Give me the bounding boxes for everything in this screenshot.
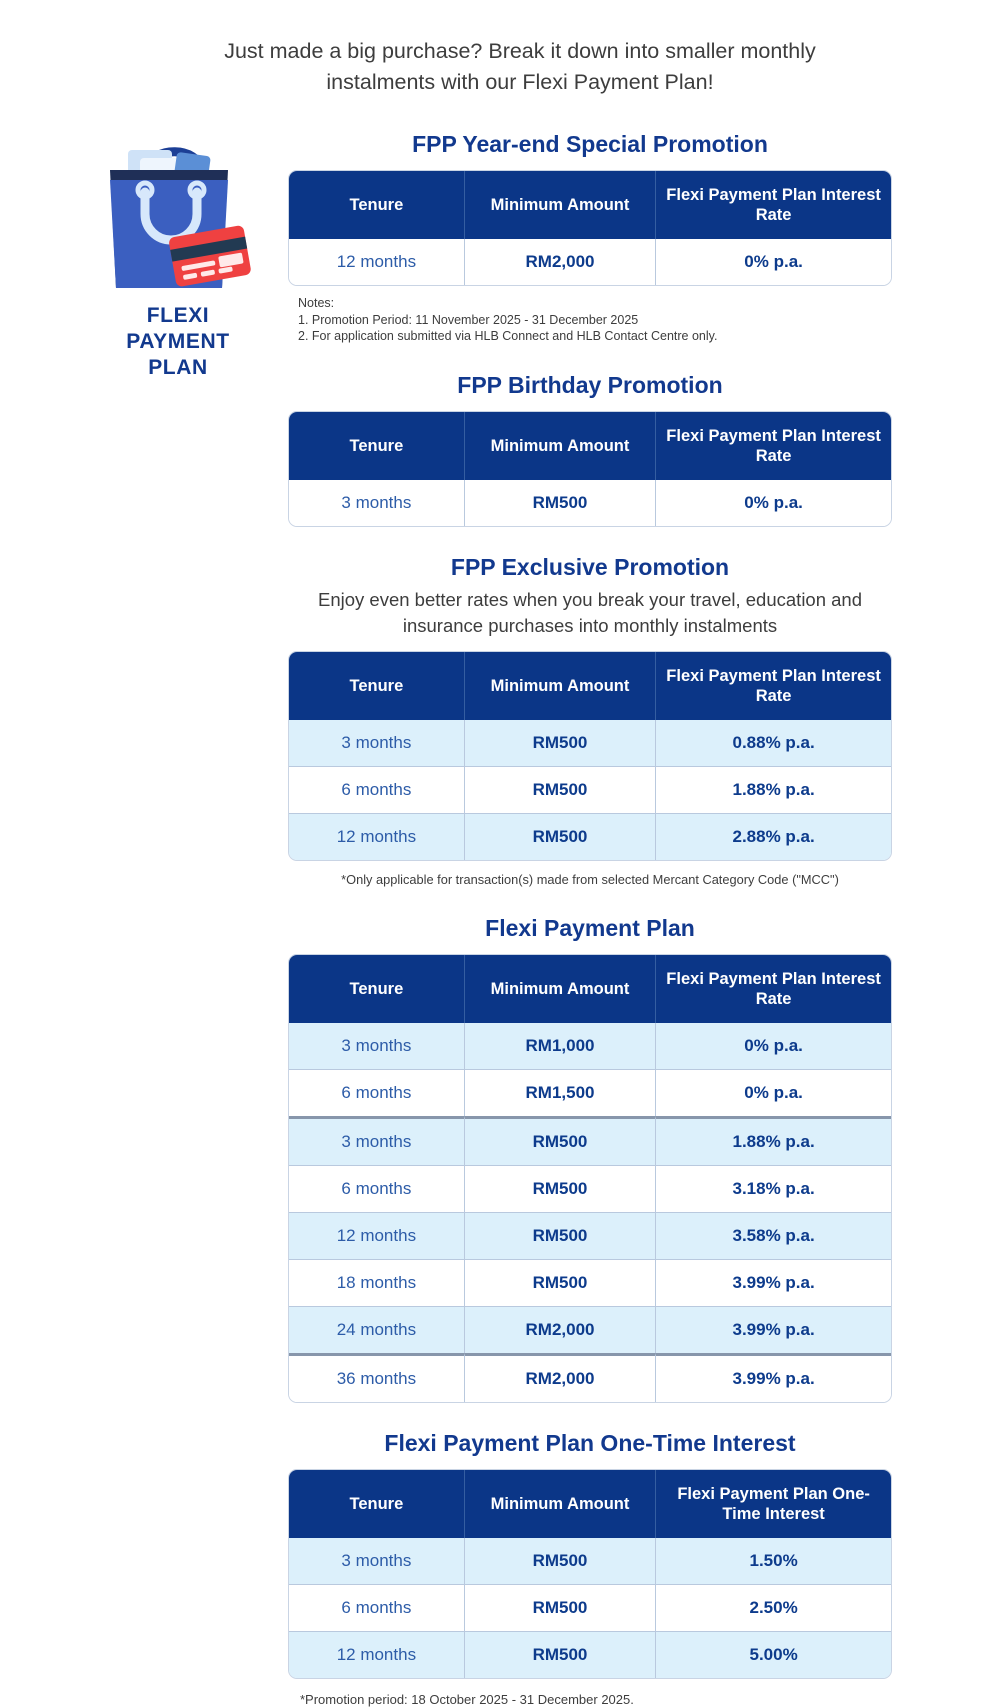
cell-rate: 0% p.a. — [656, 239, 891, 285]
rates-table — [288, 954, 892, 1403]
section-birthday — [288, 371, 892, 527]
cell-rate: 3.99% p.a. — [656, 1259, 891, 1306]
column-header: Flexi Payment Plan One-Time Interest — [656, 1470, 891, 1538]
cell-amount: RM500 — [465, 480, 656, 526]
section-title: FPP Exclusive Promotion — [450, 553, 730, 580]
table-row — [289, 1069, 891, 1116]
column-header: Minimum Amount — [465, 955, 656, 1023]
table-row — [289, 1538, 891, 1584]
column-header: Flexi Payment Plan Interest Rate — [656, 955, 891, 1023]
cell-tenure: 18 months — [289, 1259, 465, 1306]
cell-amount: RM500 — [465, 1212, 656, 1259]
section-footnote: *Promotion period: 18 October 2025 - 31 December 2025. — [300, 1691, 634, 1707]
brand-logo-label — [88, 303, 268, 381]
column-header: Flexi Payment Plan Interest Rate — [656, 412, 891, 480]
cell-tenure: 6 months — [289, 1584, 465, 1631]
cell-amount: RM2,000 — [465, 1306, 656, 1353]
table-row — [289, 1116, 891, 1165]
section-subtitle: Enjoy even better rates when you break your travel, education and insurance purchases into monthly instalments — [317, 588, 863, 636]
cell-rate: 0% p.a. — [656, 1023, 891, 1069]
table-row — [289, 480, 891, 526]
cell-amount: RM500 — [465, 720, 656, 766]
table-row — [289, 1306, 891, 1353]
column-header: Minimum Amount — [465, 1470, 656, 1538]
cell-rate: 1.88% p.a. — [656, 1116, 891, 1165]
cell-tenure: 24 months — [289, 1306, 465, 1353]
cell-tenure: 12 months — [289, 1212, 465, 1259]
table-row — [289, 1584, 891, 1631]
table-header-row — [289, 171, 891, 239]
page-headline: Just made a big purchase? Break it down into smaller monthly instalments with our Flexi Payment Plan! — [224, 39, 816, 94]
table-row — [289, 1212, 891, 1259]
column-header: Tenure — [289, 652, 465, 720]
cell-rate: 0% p.a. — [656, 1069, 891, 1116]
cell-amount: RM500 — [465, 1116, 656, 1165]
table-row — [289, 1631, 891, 1678]
cell-rate: 3.58% p.a. — [656, 1212, 891, 1259]
cell-tenure: 3 months — [289, 1116, 465, 1165]
cell-tenure: 3 months — [289, 480, 465, 526]
section-title: Flexi Payment Plan — [485, 914, 695, 941]
table-row — [289, 720, 891, 766]
cell-amount: RM500 — [465, 1538, 656, 1584]
rates-table — [288, 651, 892, 861]
cell-amount: RM1,500 — [465, 1069, 656, 1116]
cell-rate: 3.99% p.a. — [656, 1353, 891, 1402]
table-row — [289, 1023, 891, 1069]
section-title: FPP Birthday Promotion — [457, 371, 723, 398]
cell-rate: 0.88% p.a. — [656, 720, 891, 766]
table-row — [289, 813, 891, 860]
logo-label-line-3: PLAN — [148, 356, 208, 379]
column-header: Tenure — [289, 1470, 465, 1538]
table-header-row — [289, 1470, 891, 1538]
cell-tenure: 6 months — [289, 1069, 465, 1116]
cell-amount: RM2,000 — [465, 239, 656, 285]
logo-label-line-2: PAYMENT — [126, 330, 230, 353]
section-year-end-special — [288, 130, 892, 345]
brand-logo-block — [88, 128, 268, 381]
cell-rate: 1.88% p.a. — [656, 766, 891, 813]
cell-amount: RM500 — [465, 1584, 656, 1631]
cell-amount: RM500 — [465, 766, 656, 813]
cell-amount: RM1,000 — [465, 1023, 656, 1069]
cell-rate: 0% p.a. — [656, 480, 891, 526]
section-notes — [288, 295, 892, 345]
logo-label-line-1: FLEXI — [146, 304, 210, 327]
column-header: Tenure — [289, 171, 465, 239]
section-exclusive — [288, 553, 892, 888]
cell-rate: 3.18% p.a. — [656, 1165, 891, 1212]
table-row — [289, 1165, 891, 1212]
table-header-row — [289, 652, 891, 720]
column-header: Tenure — [289, 955, 465, 1023]
note-item: 1. Promotion Period: 11 November 2025 - 31 December 2025 — [298, 312, 639, 327]
section-footnote: *Only applicable for transaction(s) made from selected Mercant Category Code ("MCC") — [341, 871, 839, 887]
column-header: Tenure — [289, 412, 465, 480]
section-flexi-payment-plan — [288, 914, 892, 1403]
cell-amount: RM2,000 — [465, 1353, 656, 1402]
rates-table — [288, 411, 892, 527]
cell-rate: 2.50% — [656, 1584, 891, 1631]
column-header: Minimum Amount — [465, 412, 656, 480]
cell-tenure: 6 months — [289, 1165, 465, 1212]
section-title: FPP Year-end Special Promotion — [412, 131, 768, 157]
rates-table — [288, 1469, 892, 1679]
cell-tenure: 3 months — [289, 1023, 465, 1069]
cell-rate: 5.00% — [656, 1631, 891, 1678]
table-row — [289, 1353, 891, 1402]
cell-tenure: 12 months — [289, 239, 465, 285]
table-header-row — [289, 412, 891, 480]
promotions-content — [288, 130, 892, 1708]
cell-tenure: 3 months — [289, 1538, 465, 1584]
cell-rate: 3.99% p.a. — [656, 1306, 891, 1353]
table-row — [289, 239, 891, 285]
cell-rate: 2.88% p.a. — [656, 813, 891, 860]
cell-amount: RM500 — [465, 813, 656, 860]
table-header-row — [289, 955, 891, 1023]
cell-tenure: 6 months — [289, 766, 465, 813]
cell-amount: RM500 — [465, 1631, 656, 1678]
notes-title: Notes: — [298, 296, 335, 310]
rates-table — [288, 170, 892, 286]
cell-tenure: 12 months — [289, 813, 465, 860]
cell-amount: RM500 — [465, 1165, 656, 1212]
column-header: Flexi Payment Plan Interest Rate — [656, 652, 891, 720]
section-title: Flexi Payment Plan One-Time Interest — [384, 1429, 796, 1456]
cell-rate: 1.50% — [656, 1538, 891, 1584]
column-header: Minimum Amount — [465, 171, 656, 239]
column-header: Minimum Amount — [465, 652, 656, 720]
table-row — [289, 1259, 891, 1306]
table-row — [289, 766, 891, 813]
shopping-bag-credit-card-icon — [88, 128, 268, 293]
column-header: Flexi Payment Plan Interest Rate — [656, 171, 891, 239]
section-one-time-interest — [288, 1429, 892, 1708]
cell-tenure: 3 months — [289, 720, 465, 766]
cell-amount: RM500 — [465, 1259, 656, 1306]
cell-tenure: 12 months — [289, 1631, 465, 1678]
note-item: 2. For application submitted via HLB Connect and HLB Contact Centre only. — [298, 329, 718, 343]
cell-tenure: 36 months — [289, 1353, 465, 1402]
